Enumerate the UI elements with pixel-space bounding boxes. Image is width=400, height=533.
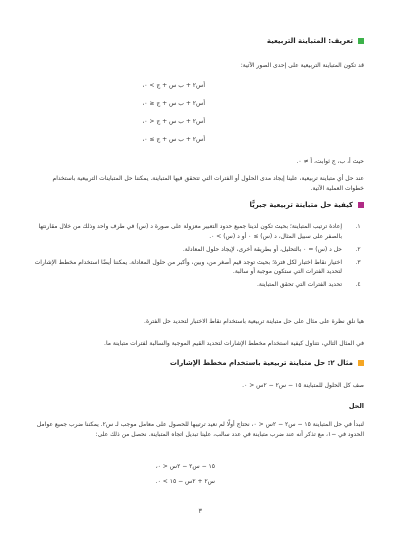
solution-text: لنبدأ في حل المتباينة ١٥ − س٢ − ٢س < ٠، نحتاج أولًا لم نعيد ترتيبها للحصول على معامل موجب لـ س٢. يمكننا ضرب جميع عوامل الحدود في −١، مع تذكر أنه عند ضرب متباينة في عدد سالب، علينا تبديل اتجاه المتباينة. نحصل من ذلك على: [36, 421, 364, 438]
definition-intro: قد تكون المتباينة التربيعية على إحدى الصور الآتية: [240, 62, 364, 69]
form-2: أس٢ + ب س + ج ≤ ٠، [142, 100, 205, 107]
orange-square-icon [358, 360, 364, 366]
solution-eq-2: س٢ + ٢س − ١٥ > ٠. [155, 478, 215, 485]
green-square-icon [358, 38, 364, 44]
solution-label: الحل [348, 402, 364, 410]
page-number: ٣ [198, 507, 202, 515]
solution-eq-1: ١٥ − س٢ − ٢س < ٠، [155, 463, 215, 470]
sign-chart-paragraph: في المثال التالي، نتناول كيفية استخدام مخطط الإشارات لتحديد القيم الموجبة والسالبة لفترات متباينة ما. [104, 340, 364, 347]
example-heading-text: مثال ٢: حل متباينة تربيعية باستخدام مخطط الإشارات [169, 359, 353, 367]
example-heading [170, 359, 364, 367]
form-3: أس٢ + ب س + ج < ٠، [142, 118, 205, 125]
step-item: ٣. اختيار نقاط اختبار لكل فترة؛ بحيث توجد قيم أصغر من، وبين، وأكبر من حلول المعادلة. يمكننا أيضًا استخدام مخطط الإشارات لتحديد الفترات التي ستكون موجبة أو سالبة. [34, 258, 361, 275]
how-to-heading-text: كيفية حل متباينة تربيعية جبريًّا [249, 201, 353, 209]
step-item: ١. إعادة ترتيب المتباينة؛ بحيث تكون لدينا جميع حدود التعبير معزولة على صورة د (س) في طرف واحد وذلك من خلال مقارنتها بالصفر على سبيل المثال، د (س) ≥ ٠ أو د (س) > ٠. [38, 223, 361, 240]
example-question: صف كل الحلول للمتباينة ١٥ − س٢ − ٢س < ٠. [242, 382, 364, 389]
definition-heading-text: تعريف: المتباينة التربيعية [266, 37, 353, 45]
steps-list [34, 222, 364, 293]
test-points-paragraph: هيا نلق نظرة على مثال على حل متباينة تربيعية باستخدام نقاط الاختبار لتحديد حل الفترة. [144, 318, 364, 325]
step-item: ٤. تحديد الفترات التي تحقق المتباينة. [256, 281, 361, 288]
definition-heading [267, 37, 364, 45]
solving-description: عند حل أي متباينة تربيعية، علينا إيجاد مدى الحلول أو الفترات التي تتحقق فيها المتباينة. يمكننا حل المتباينات التربيعية باستخدام خطوات العملية الآتية. [52, 175, 364, 192]
form-4: أس٢ + ب س + ج ≥ ٠، [142, 136, 205, 143]
step-item: ٢. حل د (س) = ٠ بالتحليل، أو بطريقة أخرى، لإيجاد حلول المعادلة. [182, 245, 361, 253]
form-1: أس٢ + ب س + ج > ٠، [142, 82, 205, 89]
magenta-square-icon [358, 202, 364, 208]
constants-condition: حيث أ، ب، ج ثوابت، أ ≠ ٠. [296, 158, 364, 165]
how-to-heading [249, 201, 364, 209]
